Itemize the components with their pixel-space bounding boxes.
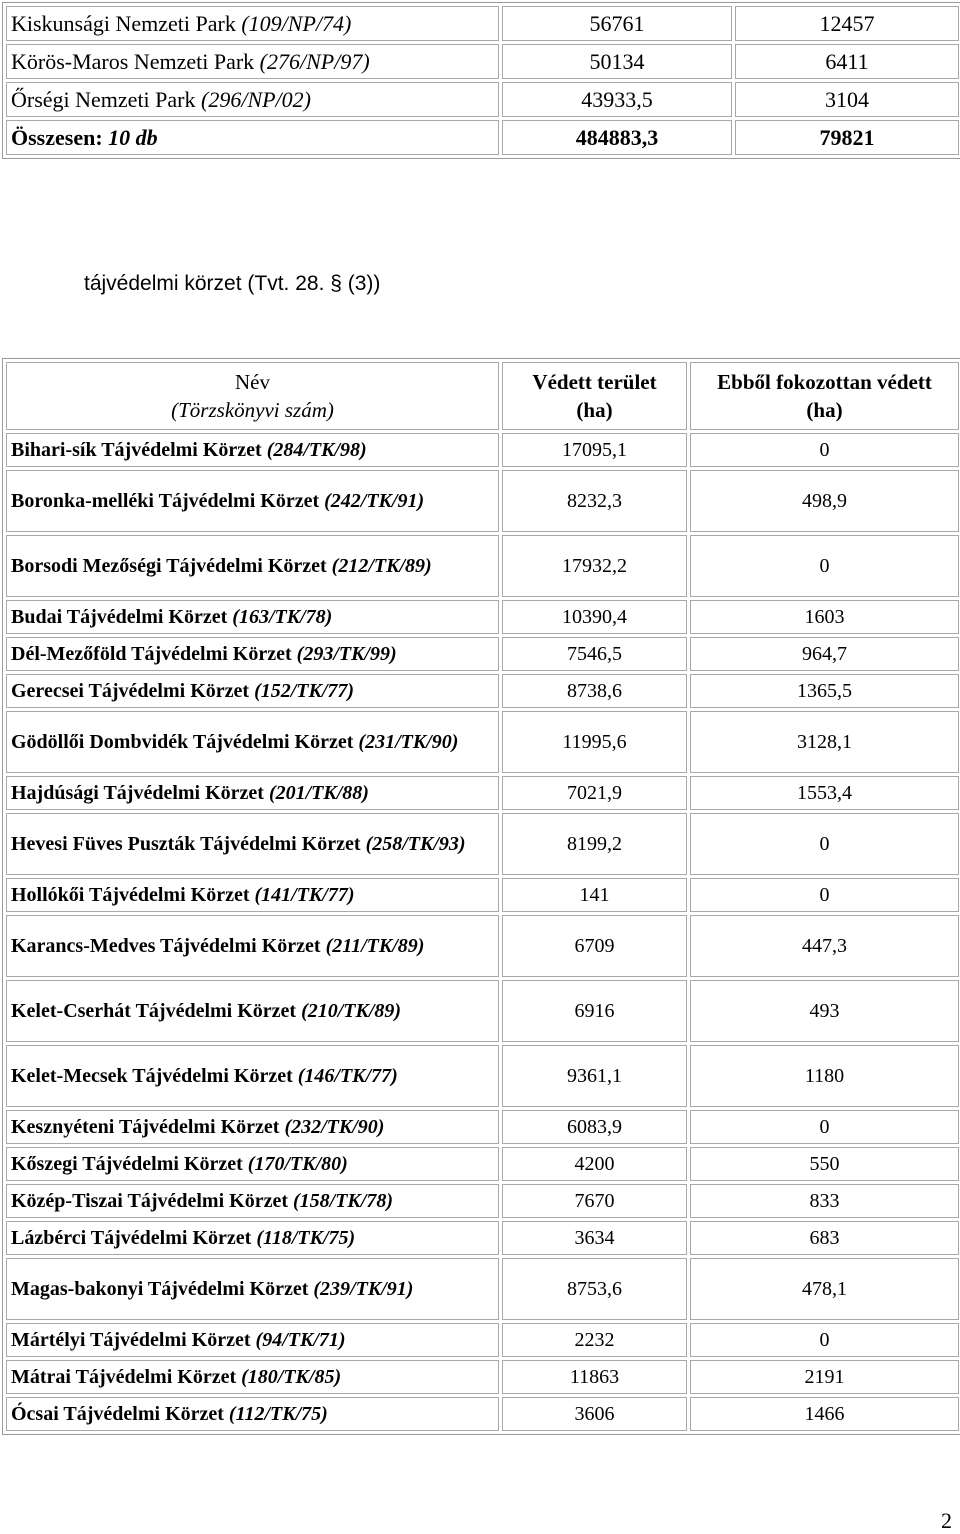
column-header-area [502, 362, 687, 430]
park-name: Kiskunsági Nemzeti Park [11, 10, 236, 36]
park-name: Őrségi Nemzeti Park [11, 86, 196, 112]
area-name: Borsodi Mezőségi Tájvédelmi Körzet [11, 554, 327, 577]
area-code: (231/TK/90) [358, 730, 459, 753]
area-name: Mátrai Tájvédelmi Körzet [11, 1365, 237, 1388]
area-name-cell [6, 1397, 499, 1431]
area-code: (284/TK/98) [266, 438, 367, 461]
table-row [6, 1147, 959, 1181]
area-name: Kelet-Mecsek Tájvédelmi Körzet [11, 1064, 293, 1087]
area-name: Kelet-Cserhát Tájvédelmi Körzet [11, 999, 297, 1022]
strictly-protected-area: 550 [690, 1147, 959, 1181]
area-name-cell [6, 776, 499, 810]
area-name-cell [6, 1184, 499, 1218]
area-name-cell [6, 535, 499, 597]
area-name: Kesznyéteni Tájvédelmi Körzet [11, 1115, 280, 1138]
area-name: Hollókői Tájvédelmi Körzet [11, 883, 250, 906]
park-name-cell [6, 6, 499, 41]
protected-area: 3606 [502, 1397, 687, 1431]
strictly-protected-area: 478,1 [690, 1258, 959, 1320]
area-name: Gerecsei Tájvédelmi Körzet [11, 679, 250, 702]
area-name: Boronka-melléki Tájvédelmi Körzet [11, 489, 320, 512]
page-number: 2 [941, 1508, 952, 1533]
strictly-protected-area: 0 [690, 1110, 959, 1144]
protected-area: 3634 [502, 1221, 687, 1255]
strictly-protected-area: 493 [690, 980, 959, 1042]
area-code: (152/TK/77) [254, 679, 355, 702]
park-area: 56761 [502, 6, 732, 41]
protected-area: 7670 [502, 1184, 687, 1218]
total-strict-area: 79821 [735, 120, 959, 155]
area-code: (170/TK/80) [247, 1152, 348, 1175]
area-code: (94/TK/71) [255, 1328, 346, 1351]
area-name-cell [6, 637, 499, 671]
area-name: Budai Tájvédelmi Körzet [11, 605, 228, 628]
park-code: (296/NP/02) [201, 86, 311, 112]
table-row [6, 44, 959, 79]
area-code: (163/TK/78) [232, 605, 333, 628]
table-row [6, 1184, 959, 1218]
header-area-line2: (ha) [576, 398, 613, 422]
area-code: (118/TK/75) [256, 1226, 356, 1249]
area-code: (201/TK/88) [268, 781, 369, 804]
strictly-protected-area: 1466 [690, 1397, 959, 1431]
protected-area: 10390,4 [502, 600, 687, 634]
strictly-protected-area: 498,9 [690, 470, 959, 532]
table-row [6, 980, 959, 1042]
area-name-cell [6, 1221, 499, 1255]
area-name: Magas-bakonyi Tájvédelmi Körzet [11, 1277, 309, 1300]
national-parks-table [2, 2, 960, 159]
table-row [6, 82, 959, 117]
area-code: (210/TK/89) [301, 999, 402, 1022]
protected-area: 11995,6 [502, 711, 687, 773]
strictly-protected-area: 0 [690, 535, 959, 597]
header-strict-line2: (ha) [806, 398, 843, 422]
total-label: Összesen: [11, 124, 103, 150]
area-name: Karancs-Medves Tájvédelmi Körzet [11, 934, 321, 957]
table-row [6, 600, 959, 634]
park-name-cell [6, 82, 499, 117]
table-row [6, 1110, 959, 1144]
table-row [6, 1323, 959, 1357]
area-code: (158/TK/78) [292, 1189, 393, 1212]
protected-area: 7546,5 [502, 637, 687, 671]
table-row [6, 1397, 959, 1431]
protected-area: 4200 [502, 1147, 687, 1181]
protected-area: 8738,6 [502, 674, 687, 708]
park-name: Körös-Maros Nemzeti Park [11, 48, 255, 74]
total-row [6, 120, 959, 155]
table-row [6, 1045, 959, 1107]
section-title: tájvédelmi körzet (Tvt. 28. § (3)) [84, 272, 381, 295]
column-header-strict-area [690, 362, 959, 430]
protected-area: 7021,9 [502, 776, 687, 810]
area-name-cell [6, 1258, 499, 1320]
table-row [6, 1221, 959, 1255]
table-row [6, 674, 959, 708]
table-header-row [6, 362, 959, 430]
strictly-protected-area: 0 [690, 1323, 959, 1357]
landscape-protection-table [2, 358, 960, 1435]
park-strict-area: 6411 [735, 44, 959, 79]
column-header-name [6, 362, 499, 430]
protected-area: 8753,6 [502, 1258, 687, 1320]
area-name: Lázbérci Tájvédelmi Körzet [11, 1226, 252, 1249]
area-name-cell [6, 600, 499, 634]
total-count: 10 db [108, 124, 158, 150]
area-name-cell [6, 1110, 499, 1144]
area-code: (112/TK/75) [228, 1402, 328, 1425]
table-row [6, 915, 959, 977]
area-name-cell [6, 1147, 499, 1181]
park-strict-area: 12457 [735, 6, 959, 41]
area-name: Hajdúsági Tájvédelmi Körzet [11, 781, 264, 804]
strictly-protected-area: 0 [690, 433, 959, 467]
strictly-protected-area: 3128,1 [690, 711, 959, 773]
area-name-cell [6, 674, 499, 708]
area-name-cell [6, 980, 499, 1042]
park-code: (276/NP/97) [259, 48, 370, 74]
table-row [6, 433, 959, 467]
protected-area: 11863 [502, 1360, 687, 1394]
park-area: 50134 [502, 44, 732, 79]
area-name: Közép-Tiszai Tájvédelmi Körzet [11, 1189, 288, 1212]
area-name: Bihari-sík Tájvédelmi Körzet [11, 438, 262, 461]
total-area: 484883,3 [502, 120, 732, 155]
area-code: (212/TK/89) [331, 554, 432, 577]
protected-area: 9361,1 [502, 1045, 687, 1107]
table-row [6, 1258, 959, 1320]
protected-area: 17932,2 [502, 535, 687, 597]
protected-area: 2232 [502, 1323, 687, 1357]
header-strict-line1: Ebből fokozottan védett [717, 370, 932, 394]
table-row [6, 813, 959, 875]
total-label-cell [6, 120, 499, 155]
area-code: (239/TK/91) [313, 1277, 414, 1300]
table-row [6, 878, 959, 912]
table-row [6, 6, 959, 41]
protected-area: 8232,3 [502, 470, 687, 532]
park-code: (109/NP/74) [241, 10, 352, 36]
header-area-line1: Védett terület [532, 370, 657, 394]
area-code: (141/TK/77) [254, 883, 355, 906]
table-row [6, 776, 959, 810]
area-name: Hevesi Füves Puszták Tájvédelmi Körzet [11, 832, 361, 855]
protected-area: 17095,1 [502, 433, 687, 467]
table-row [6, 637, 959, 671]
protected-area: 141 [502, 878, 687, 912]
area-code: (242/TK/91) [324, 489, 425, 512]
area-name-cell [6, 470, 499, 532]
area-name-cell [6, 1045, 499, 1107]
area-name: Dél-Mezőföld Tájvédelmi Körzet [11, 642, 292, 665]
area-code: (258/TK/93) [365, 832, 466, 855]
area-code: (211/TK/89) [325, 934, 425, 957]
park-area: 43933,5 [502, 82, 732, 117]
strictly-protected-area: 1365,5 [690, 674, 959, 708]
header-name-line2: (Törzskönyvi szám) [171, 398, 334, 422]
strictly-protected-area: 0 [690, 878, 959, 912]
area-name-cell [6, 711, 499, 773]
area-code: (146/TK/77) [297, 1064, 398, 1087]
strictly-protected-area: 683 [690, 1221, 959, 1255]
strictly-protected-area: 1553,4 [690, 776, 959, 810]
protected-area: 6709 [502, 915, 687, 977]
strictly-protected-area: 0 [690, 813, 959, 875]
protected-area: 8199,2 [502, 813, 687, 875]
park-strict-area: 3104 [735, 82, 959, 117]
strictly-protected-area: 964,7 [690, 637, 959, 671]
area-name-cell [6, 1360, 499, 1394]
area-name-cell [6, 915, 499, 977]
strictly-protected-area: 833 [690, 1184, 959, 1218]
area-code: (232/TK/90) [284, 1115, 385, 1138]
area-name: Mártélyi Tájvédelmi Körzet [11, 1328, 251, 1351]
area-name-cell [6, 433, 499, 467]
strictly-protected-area: 447,3 [690, 915, 959, 977]
header-name-line1: Név [235, 370, 270, 394]
park-name-cell [6, 44, 499, 79]
area-code: (293/TK/99) [296, 642, 397, 665]
protected-area: 6083,9 [502, 1110, 687, 1144]
protected-area: 6916 [502, 980, 687, 1042]
strictly-protected-area: 1180 [690, 1045, 959, 1107]
area-name: Kőszegi Tájvédelmi Körzet [11, 1152, 243, 1175]
table-row [6, 1360, 959, 1394]
strictly-protected-area: 2191 [690, 1360, 959, 1394]
area-name-cell [6, 878, 499, 912]
area-name: Gödöllői Dombvidék Tájvédelmi Körzet [11, 730, 354, 753]
area-code: (180/TK/85) [241, 1365, 342, 1388]
strictly-protected-area: 1603 [690, 600, 959, 634]
area-name: Ócsai Tájvédelmi Körzet [11, 1402, 224, 1425]
area-name-cell [6, 813, 499, 875]
table-row [6, 711, 959, 773]
table-row [6, 470, 959, 532]
table-row [6, 535, 959, 597]
area-name-cell [6, 1323, 499, 1357]
